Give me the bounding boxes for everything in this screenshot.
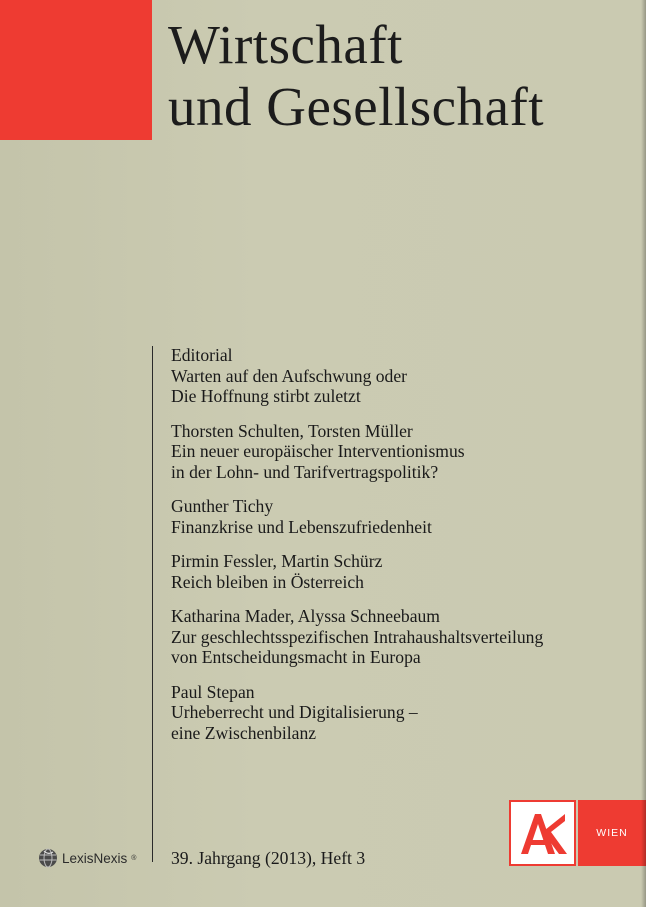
- vertical-divider: [152, 346, 153, 862]
- toc-entry-stepan: [171, 682, 601, 744]
- spine-shadow: [641, 0, 646, 907]
- toc-entry-fessler-schuerz: [171, 551, 601, 592]
- title-line-1: Wirtschaft: [168, 14, 403, 75]
- toc-author: Katharina Mader, Alyssa Schneebaum: [171, 606, 440, 626]
- registered-mark: ®: [131, 854, 137, 862]
- toc-title-line: Finanzkrise und Lebenszufriedenheit: [171, 516, 432, 537]
- toc-title-line: Ein neuer europäischer Interventionismus: [171, 441, 465, 461]
- issue-info: 39. Jahrgang (2013), Heft 3: [171, 848, 366, 868]
- title-line-2: und Gesellschaft: [168, 76, 545, 137]
- globe-logo-icon: [38, 848, 58, 868]
- toc-title-line: Die Hoffnung stirbt zuletzt: [171, 386, 361, 406]
- publisher-logo: [38, 848, 136, 868]
- toc-author: Editorial: [171, 345, 233, 365]
- toc-title-line: Zur geschlechtsspezifischen Intrahaushaltsverteilung: [171, 626, 544, 647]
- ak-logo-icon: [517, 810, 569, 856]
- toc-author: Thorsten Schulten, Torsten Müller: [171, 420, 413, 441]
- ak-logo-box: [509, 800, 576, 866]
- red-corner-block: [0, 0, 152, 140]
- toc-entry-tichy: [171, 496, 601, 537]
- publisher-name: LexisNexis: [62, 850, 128, 866]
- toc-title-line: Reich bleiben in Österreich: [171, 571, 364, 592]
- table-of-contents: [171, 345, 601, 757]
- toc-title-line: Warten auf den Aufschwung oder: [171, 365, 408, 386]
- toc-title-line: von Entscheidungsmacht in Europa: [171, 647, 421, 667]
- toc-author: Paul Stepan: [171, 681, 255, 702]
- toc-entry-editorial: [171, 345, 601, 407]
- toc-author: Gunther Tichy: [171, 496, 274, 516]
- wien-label-box: [578, 800, 646, 866]
- toc-entry-mader-schneebaum: [171, 606, 601, 668]
- toc-title-line: in der Lohn- und Tarifvertragspolitik?: [171, 461, 439, 482]
- toc-title-line: eine Zwischenbilanz: [171, 722, 317, 743]
- toc-author: Pirmin Fessler, Martin Schürz: [171, 551, 383, 571]
- toc-title-line: Urheberrecht und Digitalisierung –: [171, 702, 418, 722]
- toc-entry-schulten-mueller: [171, 421, 601, 483]
- wien-label: WIEN: [596, 827, 628, 839]
- journal-title: [168, 14, 544, 138]
